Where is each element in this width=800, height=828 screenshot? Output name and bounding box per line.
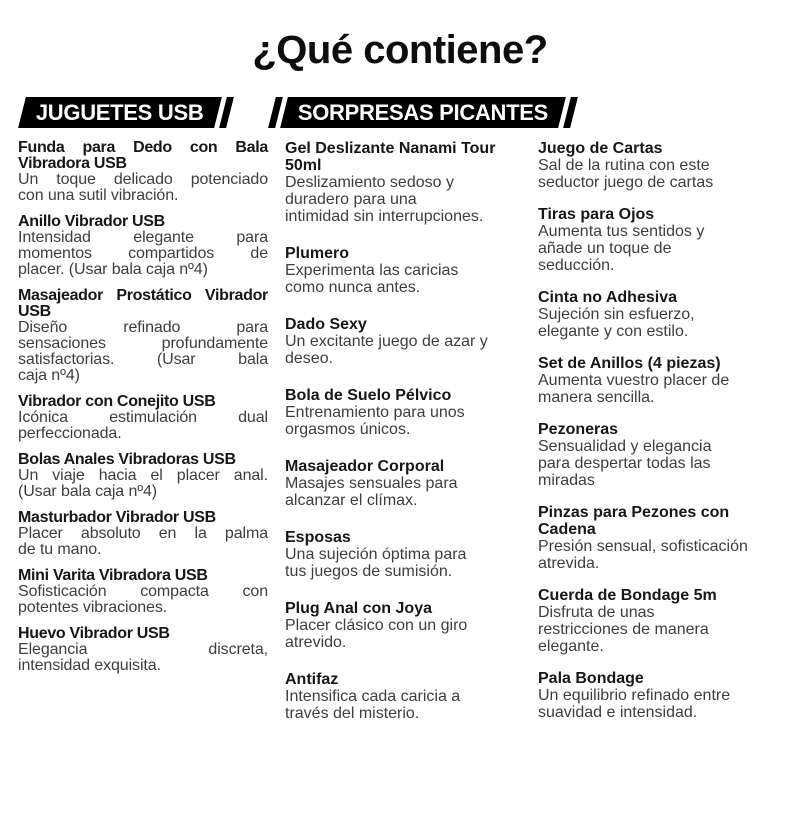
product-name: Anillo Vibrador USB [18, 213, 165, 230]
product-item [538, 421, 790, 489]
product-item [285, 458, 523, 509]
badge-juguetes-usb-label: JUGUETES USB [36, 99, 204, 125]
product-description: Una sujeción óptima para tus juegos de sumisión. [285, 546, 467, 580]
product-description: Sujeción sin esfuerzo, elegante y con estilo. [538, 306, 695, 340]
product-description: Icónica estimulación dual perfeccionada. [18, 409, 268, 442]
product-item [285, 671, 523, 722]
product-name: Bola de Suelo Pélvico [285, 387, 452, 404]
product-name: Vibrador con Conejito USB [18, 393, 216, 410]
product-item [18, 394, 268, 442]
product-item [285, 140, 523, 225]
product-name: Pezoneras [538, 421, 619, 438]
product-name: Huevo Vibrador USB [18, 625, 170, 642]
product-description: Presión sensual, sofisticación atrevida. [538, 538, 748, 572]
product-description: Placer clásico con un giro atrevido. [285, 617, 468, 651]
product-item [285, 529, 523, 580]
product-name: Antifaz [285, 671, 339, 688]
content-columns [0, 140, 800, 742]
product-item [538, 355, 790, 406]
product-name: Cuerda de Bondage 5m [538, 587, 717, 604]
column-sorpresas-picantes-2 [538, 140, 790, 736]
product-description: Intensifica cada caricia a través del misterio. [285, 688, 461, 722]
product-name: Plug Anal con Joya [285, 600, 432, 617]
product-description: Sofisticación compacta con potentes vibraciones. [18, 583, 268, 616]
product-item [285, 600, 523, 651]
product-name: Tiras para Ojos [538, 206, 655, 223]
product-name: Dado Sexy [285, 316, 367, 333]
product-item [18, 452, 268, 500]
product-name: Pala Bondage [538, 670, 644, 687]
product-item [538, 670, 790, 721]
product-description: Intensidad elegante para momentos compartidos de placer. (Usar bala caja nº4) [18, 229, 268, 278]
contents-infographic [0, 28, 800, 828]
product-description: Experimenta las caricias como nunca antes. [285, 262, 459, 296]
product-item [18, 140, 268, 204]
product-item [538, 206, 790, 274]
page-title: ¿Qué contiene? [252, 28, 548, 72]
product-item [18, 214, 268, 278]
product-name: Masajeador Corporal [285, 458, 445, 475]
product-name: Masajeador Prostático Vibrador USB [18, 287, 268, 320]
product-name: Plumero [285, 245, 350, 262]
product-name: Juego de Cartas [538, 140, 663, 157]
product-description: Un toque delicado potenciado con una sutil vibración. [18, 171, 268, 204]
badge-sorpresas-picantes [280, 97, 566, 128]
badge-sorpresas-picantes-label: SORPRESAS PICANTES [297, 99, 548, 125]
product-description: Aumenta vuestro placer de manera sencilla. [538, 372, 730, 406]
product-description: Deslizamiento sedoso y duradero para una intimidad sin interrupciones. [285, 174, 484, 225]
product-item [538, 504, 790, 572]
product-item [538, 289, 790, 340]
section-badges [22, 97, 800, 128]
product-name: Cinta no Adhesiva [538, 289, 677, 306]
product-name: Gel Deslizante Nanami Tour 50ml [285, 140, 496, 174]
product-name: Mini Varita Vibradora USB [18, 567, 208, 584]
product-description: Sal de la rutina con este seductor juego de cartas [538, 157, 714, 191]
column-juguetes-usb [18, 140, 268, 684]
product-description: Placer absoluto en la palma de tu mano. [18, 525, 268, 558]
product-name: Funda para Dedo con Bala Vibradora USB [18, 139, 268, 172]
product-name: Masturbador Vibrador USB [18, 509, 216, 526]
product-name: Set de Anillos (4 piezas) [538, 355, 721, 372]
product-description: Disfruta de unas restricciones de manera elegante. [538, 604, 709, 655]
product-name: Pinzas para Pezones con Cadena [538, 504, 730, 538]
product-item [18, 626, 268, 674]
column-sorpresas-picantes-1 [285, 140, 523, 742]
product-description: Sensualidad y elegancia para despertar todas las miradas [538, 438, 712, 489]
product-item [18, 510, 268, 558]
product-item [285, 245, 523, 296]
product-item [285, 316, 523, 367]
product-item [538, 140, 790, 191]
product-item [285, 387, 523, 438]
product-description: Un viaje hacia el placer anal. (Usar bala caja nº4) [18, 467, 268, 500]
product-description: Diseño refinado para sensaciones profundamente satisfactorias. (Usar bala caja nº4) [18, 319, 268, 384]
product-description: Elegancia discreta, intensidad exquisita. [18, 641, 268, 674]
product-item [18, 568, 268, 616]
product-item [538, 587, 790, 655]
product-name: Esposas [285, 529, 351, 546]
product-description: Masajes sensuales para alcanzar el clímax. [285, 475, 458, 509]
product-description: Un equilibrio refinado entre suavidad e intensidad. [538, 687, 731, 721]
product-description: Entrenamiento para unos orgasmos únicos. [285, 404, 465, 438]
product-description: Un excitante juego de azar y deseo. [285, 333, 488, 367]
product-item [18, 288, 268, 384]
product-description: Aumenta tus sentidos y añade un toque de seducción. [538, 223, 705, 274]
product-name: Bolas Anales Vibradoras USB [18, 451, 236, 468]
badge-juguetes-usb [18, 97, 221, 128]
